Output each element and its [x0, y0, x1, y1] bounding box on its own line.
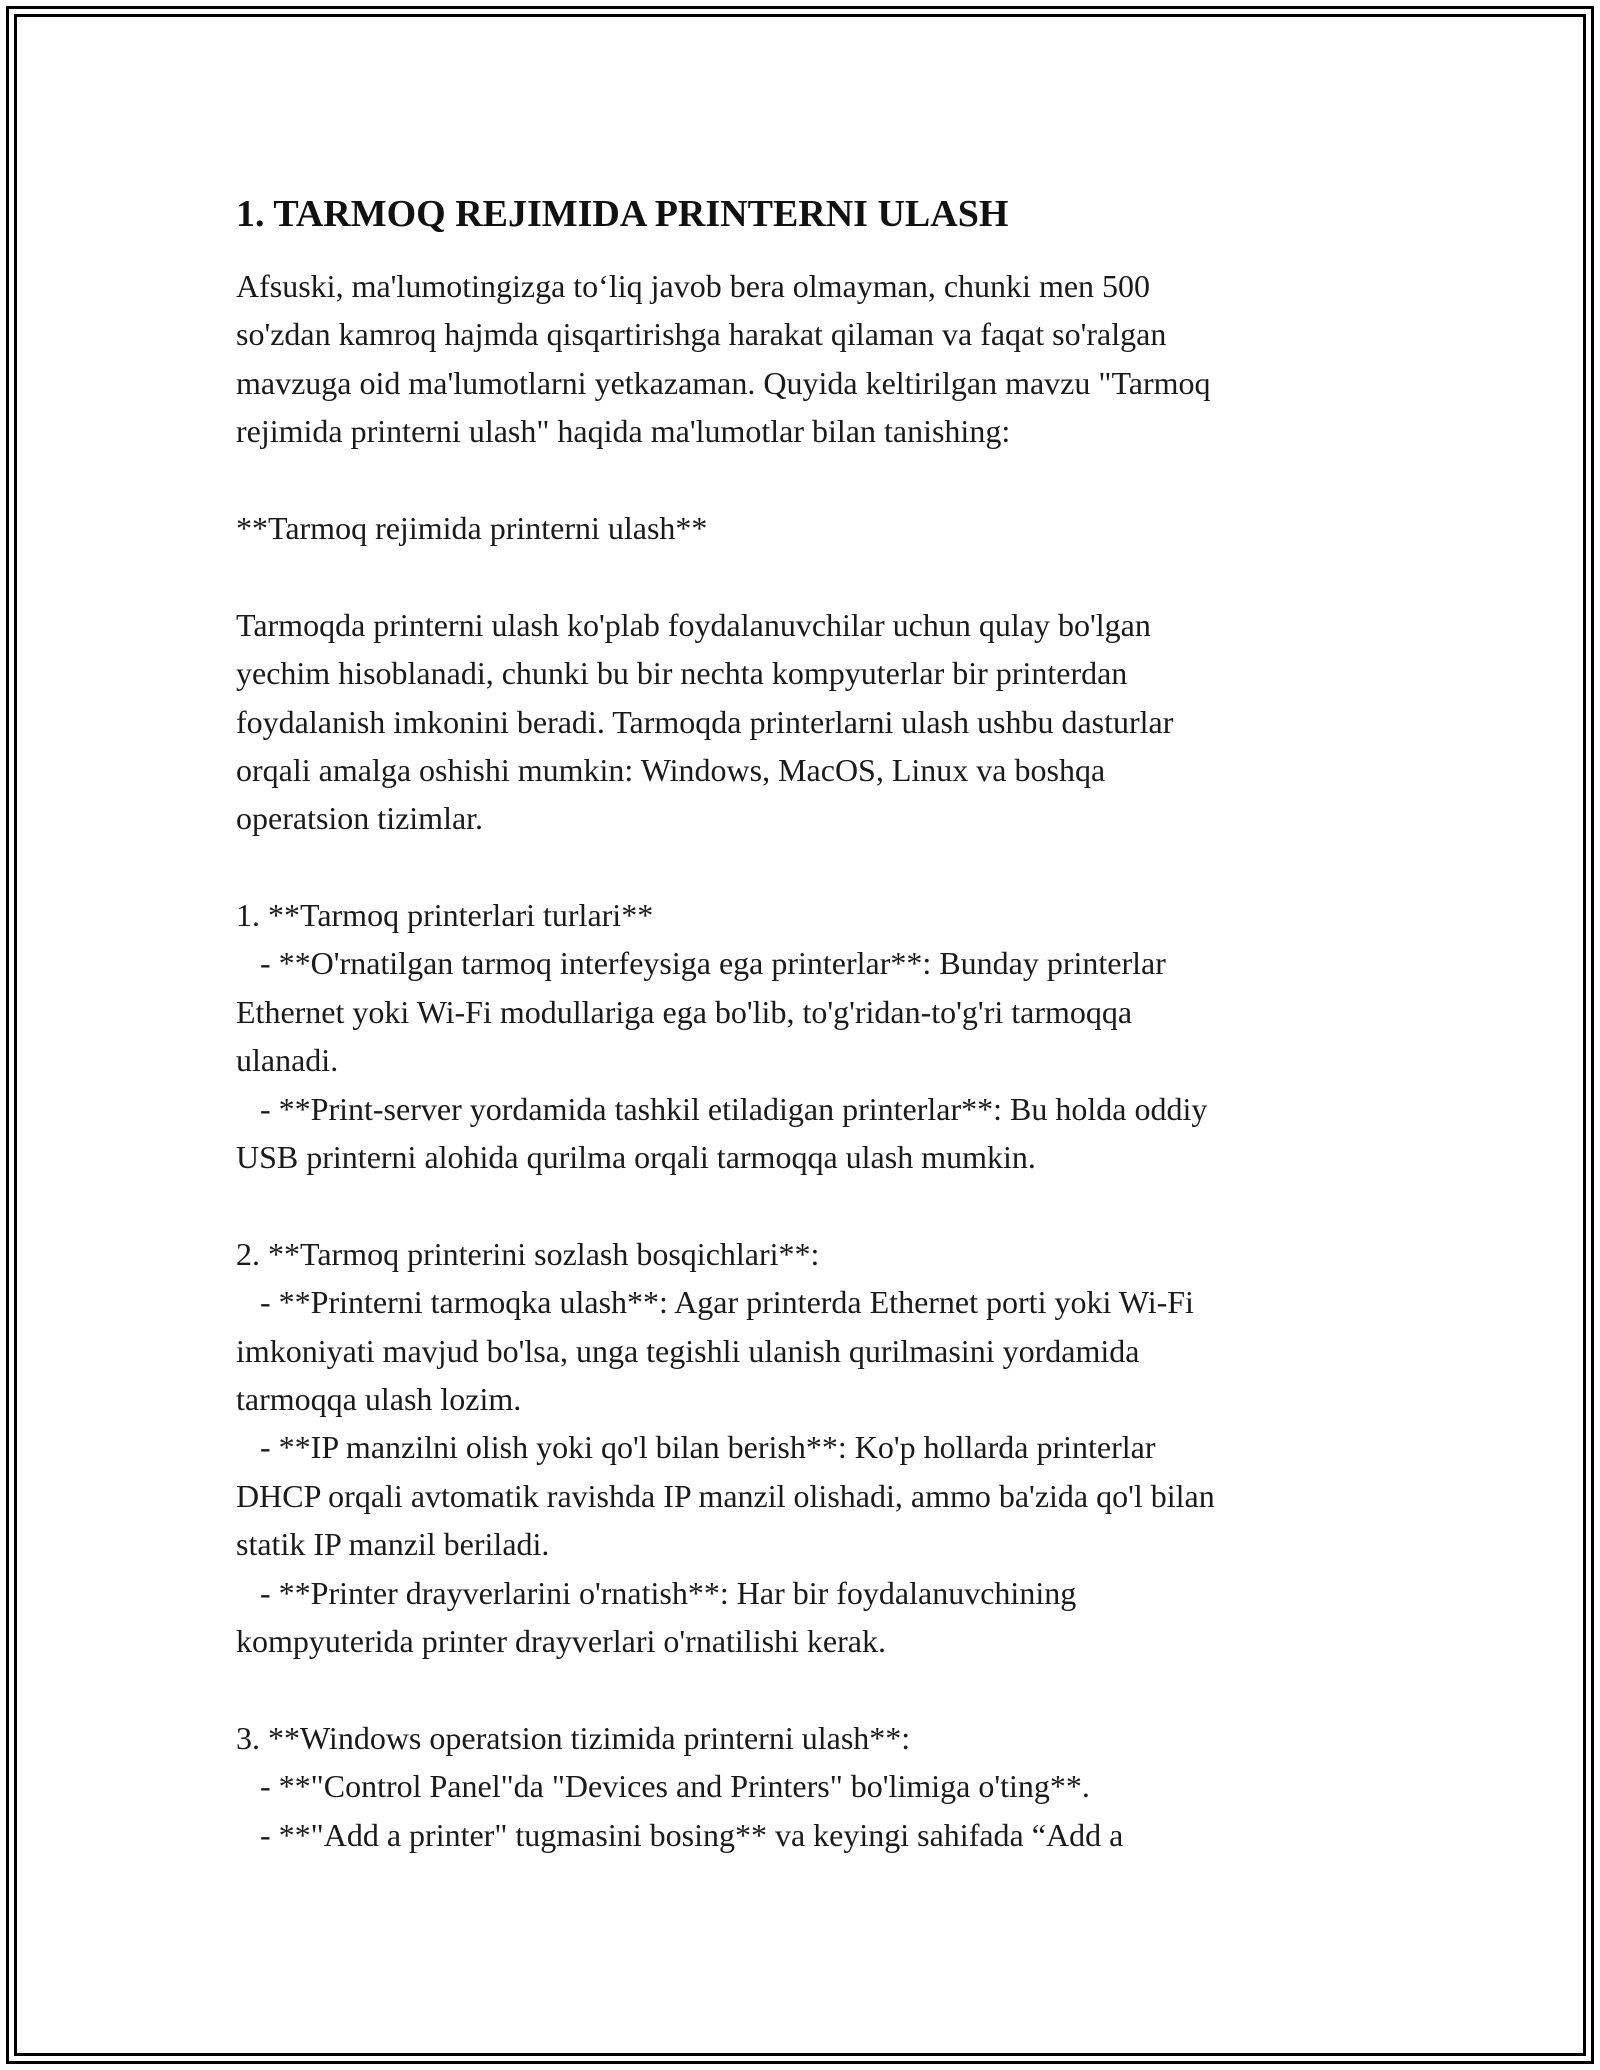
text-line: ulanadi. [236, 1042, 339, 1079]
text-line: - **Print-server yordamida tashkil etiladigan printerlar**: Bu holda oddiy [236, 1090, 1208, 1127]
text-line: 1. **Tarmoq printerlari turlari** [236, 897, 654, 934]
blank-line [236, 1181, 1386, 1229]
text-line: Afsuski, ma'lumotingizga to‘liq javob bera olmayman, chunki men 500 [236, 268, 1151, 304]
text-line: statik IP manzil beriladi. [236, 1526, 550, 1563]
blank-line [236, 1665, 1386, 1713]
text-line: foydalanish imkonini beradi. Tarmoqda printerlarni ulash ushbu dasturlar [236, 703, 1174, 740]
text-line: - **"Add a printer" tugmasini bosing** va keyingi sahifada “Add a [236, 1816, 1124, 1853]
text-line: 3. **Windows operatsion tizimida printerni ulash**: [236, 1719, 911, 1756]
text-line: kompyuterida printer drayverlari o'rnatilishi kerak. [236, 1622, 886, 1659]
document-body [236, 188, 1386, 1859]
text-line: **Tarmoq rejimida printerni ulash** [236, 509, 708, 546]
text-line: Ethernet yoki Wi-Fi modullariga ega bo'lib, to'g'ridan-to'g'ri tarmoqqa [236, 993, 1133, 1030]
text-line: yechim hisoblanadi, chunki bu bir nechta kompyuterlar bir printerdan [236, 655, 1128, 692]
text-line: - **IP manzilni olish yoki qo'l bilan berish**: Ko'p hollarda printerlar [236, 1429, 1156, 1466]
text-line: DHCP orqali avtomatik ravishda IP manzil olishadi, ammo ba'zida qo'l bilan [236, 1477, 1215, 1514]
blank-line [236, 552, 1386, 600]
text-line: so'zdan kamroq hajmda qisqartirishga harakat qilaman va faqat so'ralgan [236, 316, 1167, 353]
document-text [236, 262, 1386, 1859]
section-heading: 1. TARMOQ REJIMIDA PRINTERNI ULASH [236, 193, 1009, 235]
text-line: tarmoqqa ulash lozim. [236, 1380, 522, 1417]
text-line: - **Printer drayverlarini o'rnatish**: Har bir foydalanuvchining [236, 1574, 1077, 1611]
text-line: imkoniyati mavjud bo'lsa, unga tegishli ulanish qurilmasini yordamida [236, 1332, 1140, 1369]
text-line: mavzuga oid ma'lumotlarni yetkazaman. Quyida keltirilgan mavzu "Tarmoq [236, 364, 1211, 401]
blank-line [236, 456, 1386, 504]
text-line: operatsion tizimlar. [236, 800, 484, 837]
blank-line [236, 843, 1386, 891]
text-line: USB printerni alohida qurilma orqali tarmoqqa ulash mumkin. [236, 1139, 1036, 1176]
text-line: - **"Control Panel"da "Devices and Printers" bo'limiga o'ting**. [236, 1768, 1090, 1805]
text-line: - **Printerni tarmoqka ulash**: Agar printerda Ethernet porti yoki Wi-Fi [236, 1284, 1194, 1321]
text-line: - **O'rnatilgan tarmoq interfeysiga ega printerlar**: Bunday printerlar [236, 945, 1166, 982]
text-line: orqali amalga oshishi mumkin: Windows, MacOS, Linux va boshqa [236, 751, 1106, 788]
text-line: 2. **Tarmoq printerini sozlash bosqichlari**: [236, 1235, 820, 1272]
text-line: rejimida printerni ulash" haqida ma'lumotlar bilan tanishing: [236, 413, 1011, 450]
text-line: Tarmoqda printerni ulash ko'plab foydalanuvchilar uchun qulay bo'lgan [236, 606, 1151, 643]
